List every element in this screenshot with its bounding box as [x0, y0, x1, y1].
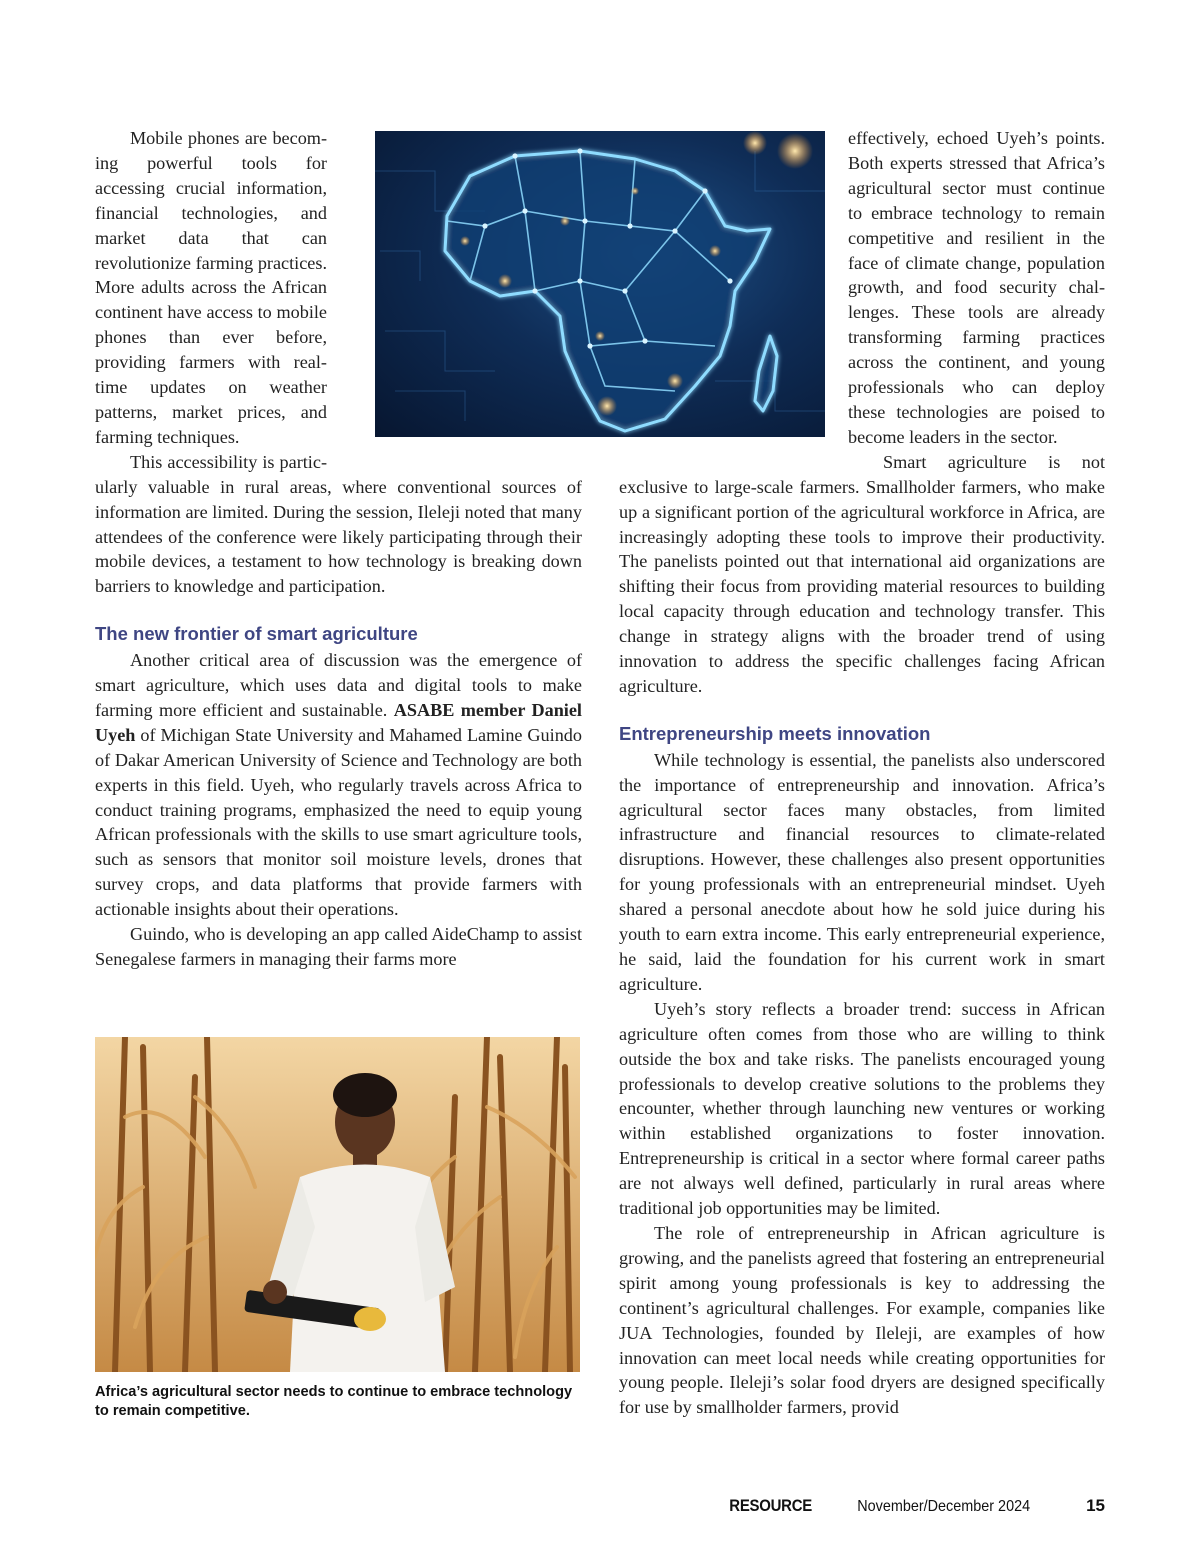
- left-column: [95, 126, 582, 972]
- page-footer: [718, 1496, 1105, 1516]
- paragraph: The role of entrepreneurship in African agriculture is growing, and the panelists agreed that fostering an entrepreneurial spirit among young professionals is key to addressing the continent’s agricultural challenges. For example, companies like JUA Technologies, founded by Ileleji, are examples of how innovation can meet local needs while creating opportunities for young people. Ileleji’s solar food dryers are designed specifically for use by smallholder farmers, provid: [619, 1222, 1105, 1418]
- farmer-photo-graphic: [95, 1037, 580, 1372]
- farmer-with-tablet-photo: [95, 1037, 580, 1372]
- paragraph: Guindo, who is developing an app called AideChamp to assist Senegalese farmers in managing their farms more: [95, 924, 582, 969]
- paragraph: This accessibility is particularly valuable in rural areas, where conventional sources of information are limited. During the session, Ileleji noted that many attendees of the conference were likely participating through their mobile devices, a testament to how technology is breaking down barriers to knowledge and participation.: [95, 451, 582, 597]
- page-number: 15: [1086, 1496, 1105, 1515]
- bold-member-name: ASABE member Daniel Uyeh: [95, 699, 582, 745]
- paragraph: While technology is essential, the panelists also underscored the importance of entrepreneurship and innovation. Africa’s agricultural sector faces many obstacles, from limited infrastructure and financial resources to climate-related disruptions. However, these challenges also present opportunities for young professionals with an entrepreneurial mindset. Uyeh shared a personal anecdote about how he sold juice during his youth to earn extra income. This early entrepreneurial experience, he said, laid the foundation for his current work in smart agriculture.: [619, 749, 1105, 994]
- paragraph: Uyeh’s story reflects a broader trend: success in African agriculture often comes from those who are willing to think outside the box and take risks. The panelists encouraged young professionals to develop creative solutions to the problems they encounter, whether through launching new ventures or working within established organizations to foster innovation. Entrepreneurship is critical in a sector where formal career paths are not always well defined, particularly in rural areas where traditional job opportunities may be limited.: [619, 998, 1105, 1219]
- right-column: [619, 126, 1105, 1420]
- paragraph: effectively, echoed Uyeh’s points. Both experts stressed that Africa’s agricultural sector must continue to embrace technology to remain competitive and resilient in the face of climate change, population growth, and food security challenges. These tools are already transforming farming practices across the continent, and young professionals who can deploy these technologies are poised to become leaders in the sector.: [848, 128, 1105, 447]
- photo-caption: Africa’s agricultural sector needs to continue to embrace technology to remain competitive.: [95, 1384, 573, 1419]
- paragraph: Another critical area of discussion was the emergence of smart agriculture, which uses data and digital tools to make farming more efficient and sustainable. ASABE member Daniel Uyeh of Michigan State University and Mahamed Lamine Guindo of Dakar American University of Science and Technology are both experts in this field. Uyeh, who regularly travels across Africa to conduct training programs, emphasized the need to equip young African professionals with the skills to use smart agriculture tools, such as sensors that monitor soil moisture levels, drones that survey crops, and data platforms that provide farmers with actionable insights about their operations.: [95, 650, 582, 920]
- section-heading-smart-agriculture: The new frontier of smart agriculture: [95, 623, 418, 645]
- publication-name: RESOURCE: [729, 1496, 812, 1515]
- section-heading-entrepreneurship: Entrepreneurship meets innovation: [619, 722, 931, 744]
- paragraph: Smart agriculture is not exclusive to large-scale farmers. Smallholder farmers, who make up a significant portion of the agricultural workforce in Africa, are increasingly adopting these tools to improve their productivity. The panelists pointed out that international aid organizations are shifting their focus from providing material resources to building local capacity through education and technology transfer. This change in strategy aligns with the broader trend of using innovation to address the specific challenges facing African agriculture.: [619, 451, 1105, 696]
- issue-date: November/December 2024: [857, 1498, 1031, 1515]
- paragraph: Mobile phones are becoming powerful tools for accessing crucial information, financial technologies, and market data that can revolutionize farming practices. More adults across the African continent have access to mobile phones than ever before, providing farmers with real-time updates on weather patterns, market prices, and farming techniques.: [95, 128, 327, 447]
